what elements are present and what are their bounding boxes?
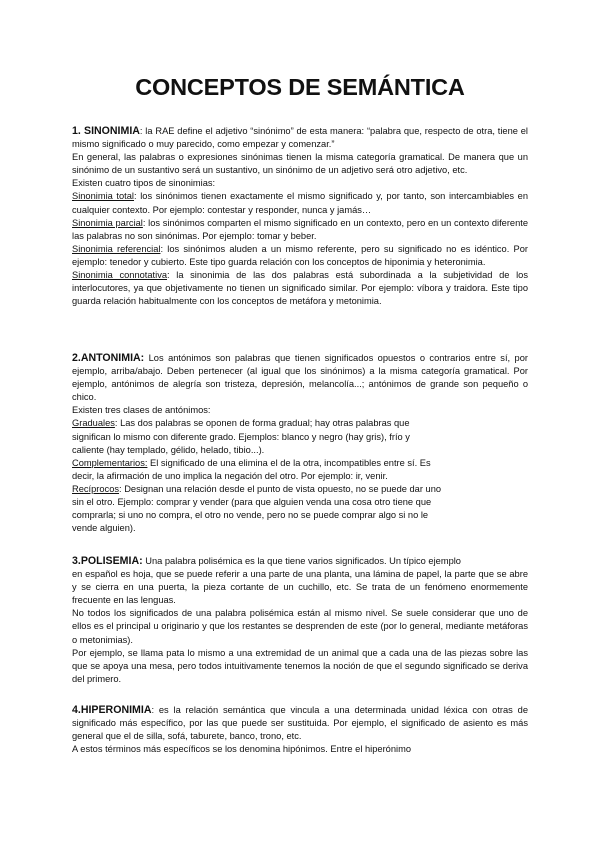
paragraph: A estos términos más específicos se los denomina hipónimos. Entre el hiperónimo [72,744,411,755]
section-polisemia [72,555,528,686]
sinonimia-intro: 1. SINONIMIA: la RAE define el adjetivo “sinónimo” de esta manera: “palabra que, respecto de otra, tiene el mismo significado o muy parecido, como empezar y comenzar.” [72,125,528,150]
section-heading: 3.POLISEMIA: [72,555,143,567]
section-heading: 1. SINONIMIA [72,125,140,137]
paragraph: Por ejemplo, se llama pata lo mismo a una extremidad de un animal que a cada una de las piezas sobre las que se apoya una mesa, pero todos intuitivamente tenemos la noción de que el segundo significado se deriva del primero. [72,647,528,684]
paragraph: No todos los significados de una palabra polisémica están al mismo nivel. Se suele considerar que uno de ellos es el principal u originario y que los restantes se desprenden de este (por lo general, mediante metáforas o metonimias). [72,608,528,645]
antonimia-intro: 2.ANTONIMIA: Los antónimos son palabras que tienen significados opuestos o contrarios entre sí, por ejemplo, arriba/abajo. Deben pertenecer (al igual que los sinónimos) a la misma categoría gramatical. Por ejemplo, antónimos de alegría son tristeza, depresión, melancolía...; antónimos de grande son pequeño o chico. [72,352,528,403]
section-hiperonimia [72,704,528,756]
page-title: CONCEPTOS DE SEMÁNTICA [135,74,465,100]
sinonimia-type-total: Sinonimia total: los sinónimos tienen exactamente el mismo significado y, por tanto, son intercambiables en cualquier contexto. Por ejemplo: contestar y responder, nunca y jamás… [72,191,528,215]
sinonimia-type-parcial: Sinonimia parcial: los sinónimos comparten el mismo significado en un contexto, pero en un contexto diferente las palabras no son sinónimas. Por ejemplo: tomar y beber. [72,217,529,241]
sinonimia-type-referencial: Sinonimia referencial: los sinónimos aluden a un mismo referente, pero su significado no es idéntico. Por ejemplo: tenedor y cubierto. Este tipo guarda relación con los conceptos de hiponimia y heteronimia. [72,243,528,267]
paragraph: Existen tres clases de antónimos: [72,405,211,416]
section-sinonimia [72,125,528,308]
section-heading: 2.ANTONIMIA: [72,352,145,364]
paragraph: en español es hoja, que se puede referir a una parte de una planta, una lámina de papel, la parte que se abre y se cierra en una puerta, la pieza cortante de un cuchillo, etc. Se trata de un fenómeno enormemente frecuente en las lenguas. [72,569,528,606]
paragraph: En general, las palabras o expresiones sinónimas tienen la misma categoría gramatical. De manera que un sinónimo de un sustantivo será un sustantivo, un sinónimo de un adjetivo será otro adjetivo, etc. [72,152,528,176]
antonimia-class-reciprocos: Recíprocos: Designan una relación desde el punto de vista opuesto, no se puede dar uno sin el otro. Ejemplo: comprar y vender (para que alguien venda una cosa otro tiene que comprarla; si uno no compra, el otro no vende, pero no se puede comprar algo si no le vende alguien). [72,483,442,534]
paragraph: Existen cuatro tipos de sinonimias: [72,178,216,189]
antonimia-class-complementarios: Complementarios: El significado de una elimina el de la otra, incompatibles entre sí. Es decir, la afirmación de uno implica la negación del otro. Por ejemplo: ir, venir. [72,457,431,481]
hiperonimia-intro: 4.HIPERONIMIA: es la relación semántica que vincula a una determinada unidad léxica con otras de significado más específico, por las que puede ser sustituida. Por ejemplo, el significado de asiento es más general que el de silla, sofá, taburete, banco, trono, etc. [72,704,528,742]
antonimia-class-graduales: Graduales: Las dos palabras se oponen de forma gradual; hay otras palabras que significan lo mismo con diferente grado. Ejemplos: blanco y negro (hay gris), frío y caliente (hay templado, gélido, helado, tibio...). [72,418,410,455]
polisemia-line1: 3.POLISEMIA: Una palabra polisémica es la que tiene varios significados. Un típico ejemplo [72,555,461,567]
sinonimia-type-connotativa: Sinonimia connotativa: la sinonimia de las dos palabras está subordinada a la subjetividad de los interlocutores, ya que objetivamente no tienen un significado similar. Por ejemplo: víbora y traidora. Este tipo guarda relación habitualmente con los conceptos de metáfora y metonimia. [72,270,528,307]
section-heading: 4.HIPERONIMIA [72,704,152,716]
section-antonimia [72,352,528,535]
